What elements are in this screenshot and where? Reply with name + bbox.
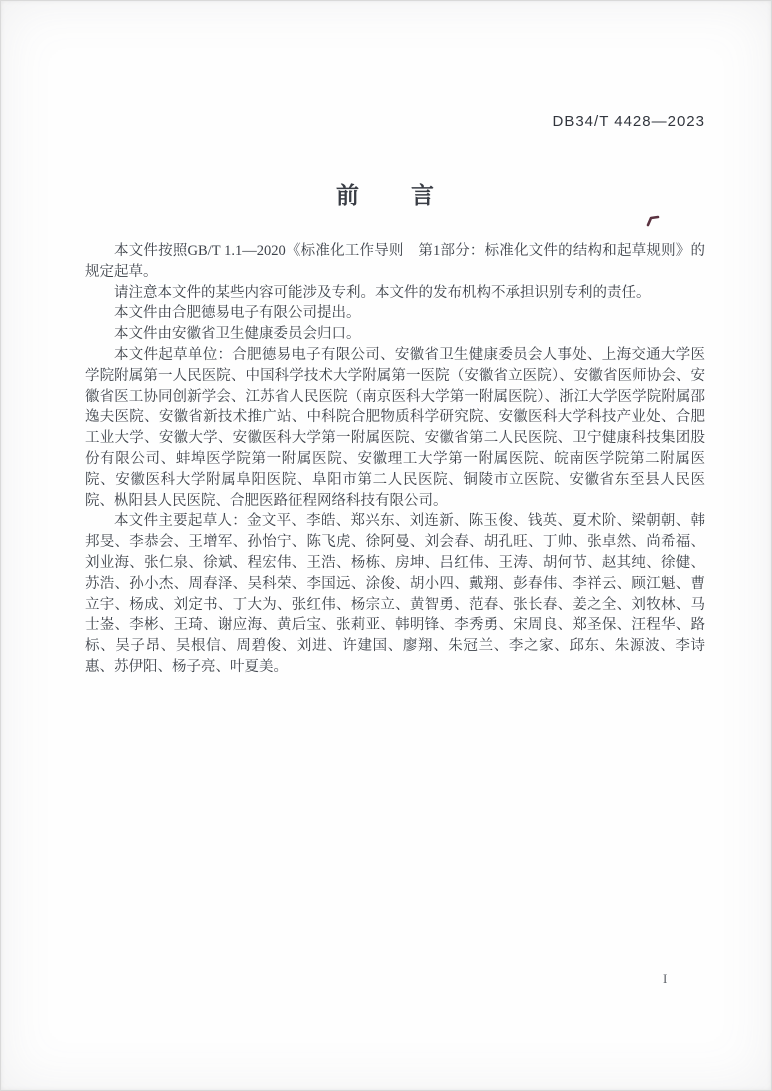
- foreword-title: 前 言: [336, 183, 436, 208]
- paragraph-drafting-basis: 本文件按照GB/T 1.1—2020《标准化工作导则 第1部分：标准化文件的结构和起草规则》的规定起草。: [85, 243, 705, 280]
- paragraph-centralized-by: 本文件由安徽省卫生健康委员会归口。: [114, 326, 361, 343]
- page-number: I: [663, 971, 668, 986]
- paragraph-proposer: 本文件由合肥德易电子有限公司提出。: [114, 305, 361, 322]
- paragraph-patent-notice: 请注意本文件的某些内容可能涉及专利。本文件的发布机构不承担识别专利的责任。: [114, 284, 651, 301]
- foreword-body: [85, 241, 705, 678]
- paragraph-drafting-organizations: 本文件起草单位：合肥德易电子有限公司、安徽省卫生健康委员会人事处、上海交通大学医学院附属第一人民医院、中国科学技术大学附属第一医院（安徽省立医院）、安徽省医师协会、安徽省医工协同创新学会、江苏省人民医院（南京医科大学第一附属医院）、浙江大学医学院附属邵逸夫医院、安徽省新技术推广站、中科院合肥物质科学研究院、安徽医科大学科技产业处、合肥工业大学、安徽大学、安徽医科大学第一附属医院、安徽省第二人民医院、卫宁健康科技集团股份有限公司、蚌埠医学院第一附属医院、安徽理工大学第一附属医院、皖南医学院第二附属医院、安徽医科大学附属阜阳医院、阜阳市第二人民医院、铜陵市立医院、安徽省东至县人民医院、枞阳县人民医院、合肥医路征程网络科技有限公司。: [85, 346, 705, 509]
- standard-document-code: DB34/T 4428—2023: [552, 113, 705, 130]
- pen-mark-artifact: [646, 215, 660, 227]
- paragraph-main-drafters: 本文件主要起草人：金文平、李皓、郑兴东、刘连新、陈玉俊、钱英、夏术阶、梁朝朝、韩邦旻、李恭会、王增军、孙怡宁、陈飞虎、徐阿曼、刘会春、胡孔旺、丁帅、张卓然、尚希福、刘业海、张仁泉、徐斌、程宏伟、王浩、杨栋、房坤、吕红伟、王涛、胡何节、赵其纯、徐健、苏浩、孙小杰、周春泽、吴科荣、李国远、涂俊、胡小四、戴翔、彭春伟、李祥云、顾江魁、曹立宇、杨成、刘定书、丁大为、张红伟、杨宗立、黄智勇、范春、张长春、姜之全、刘牧林、马士崟、李彬、王琦、谢应海、黄后宝、张莉亚、韩明锋、李秀勇、宋周良、郑圣保、汪程华、路标、吴子昂、吴根信、周碧俊、刘进、许建国、廖翔、朱冠兰、李之家、邱东、朱源波、李诗惠、苏伊阳、杨子亮、叶夏美。: [85, 513, 705, 675]
